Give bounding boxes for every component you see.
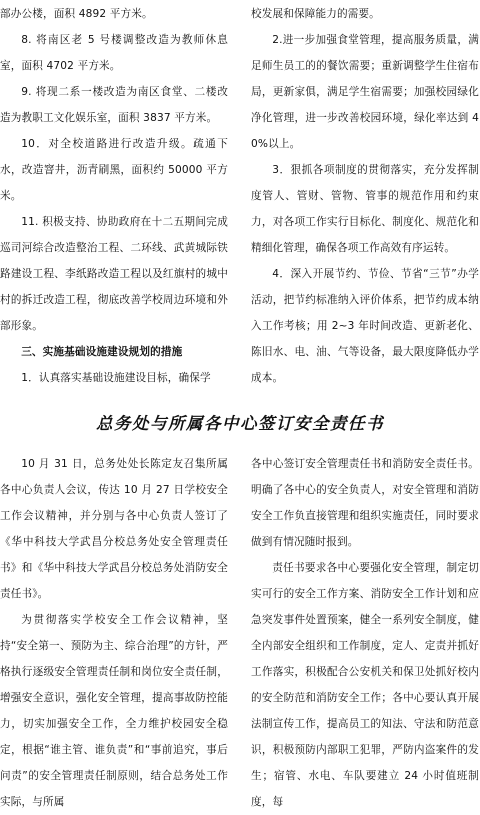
paragraph: 3．狠抓各项制度的贯彻落实，充分发挥制度管人、管财、管物、管事的规范作用和约束力，对各项工作实行目标化、制度化、规范化和精细化管理，确保各项工作高效有序运转。 [251, 164, 479, 254]
paragraph: 11. 积极支持、协助政府在十二五期间完成巡司河综合改造整治工程、二环线、武黄城际铁路建设工程、李纸路改造工程以及红旗村的城中村的拆迁改造工程，彻底改善学校周边环境和外部形象。 [0, 216, 228, 332]
article-title-area [0, 410, 480, 434]
paragraph: 10 月 31 日，总务处处长陈定友召集所属各中心负责人会议，传达 10 月 27 日学校安全工作会议精神，并分别与各中心负责人签订了《华中科技大学武昌分校总务处安全管理责任书》和《华中科技大学武昌分校总务处消防安全责任书》。 [0, 458, 228, 600]
section-heading: 三、实施基础设施建设规划的措施 [21, 346, 183, 358]
paragraph: 为贯彻落实学校安全工作会议精神，坚持“安全第一、预防为主、综合治理”的方针，严格执行逐级安全管理责任制和岗位安全责任制，增强安全意识，强化安全管理，提高事故防控能力，切实加强安全工作，全力维护校园安全稳定，根据“谁主管、谁负责”和“事前追究，事后问责”的安全管理责任制原则，结合总务处工作实际，与所属 [0, 614, 228, 808]
paragraph: 10．对全校道路进行改造升级。疏通下水，改造窨井，沥青刷黑，面积约 50000 平方米。 [0, 138, 228, 202]
top-right-column [251, 1, 479, 391]
paragraph: 1．认真落实基础设施建设目标，确保学 [21, 372, 211, 384]
paragraph: 8. 将南区老 5 号楼调整改造为教师休息室，面积 4702 平方米。 [0, 34, 228, 72]
bottom-left-column [0, 451, 228, 815]
paragraph: 各中心签订安全管理责任书和消防安全责任书。明确了各中心的安全负责人，对安全管理和消防安全工作负直接管理和组织实施责任，同时要求做到有情况随时报到。 [251, 458, 479, 548]
article-title: 总务处与所属各中心签订安全责任书 [96, 414, 384, 433]
top-left-column [0, 1, 228, 391]
paragraph: 部办公楼，面积 4892 平方米。 [0, 8, 153, 20]
paragraph: 责任书要求各中心要强化安全管理，制定切实可行的安全工作方案、消防安全工作计划和应急突发事件处置预案，健全一系列安全制度，健全内部安全组织和工作制度，定人、定责并抓好工作落实，积极配合公安机关和保卫处抓好校内的安全防范和消防安全工作；各中心要认真开展法制宣传工作，提高员工的知法、守法和防范意识，积极预防内部职工犯罪，严防内盗案件的发生；宿管、水电、车队要建立 24 小时值班制度，每 [251, 562, 479, 808]
paragraph: 4．深入开展节约、节俭、节省“三节”办学活动，把节约标准纳入评价体系，把节约成本纳入工作考核；用 2~3 年时间改造、更新老化、陈旧水、电、油、气等设备，最大限度降低办学成本。 [251, 268, 479, 384]
paragraph: 校发展和保障能力的需要。 [251, 8, 380, 20]
paragraph: 2.进一步加强食堂管理，提高服务质量，满足师生员工的的餐饮需要；重新调整学生住宿布局，更新家俱，满足学生宿需要；加强校园绿化净化管理，进一步改善校园环境，绿化率达到 40%以上。 [251, 34, 479, 150]
paragraph: 9. 将现二系一楼改造为南区食堂、二楼改造为教职工文化娱乐室，面积 3837 平方米。 [0, 86, 228, 124]
bottom-right-column [251, 451, 479, 815]
